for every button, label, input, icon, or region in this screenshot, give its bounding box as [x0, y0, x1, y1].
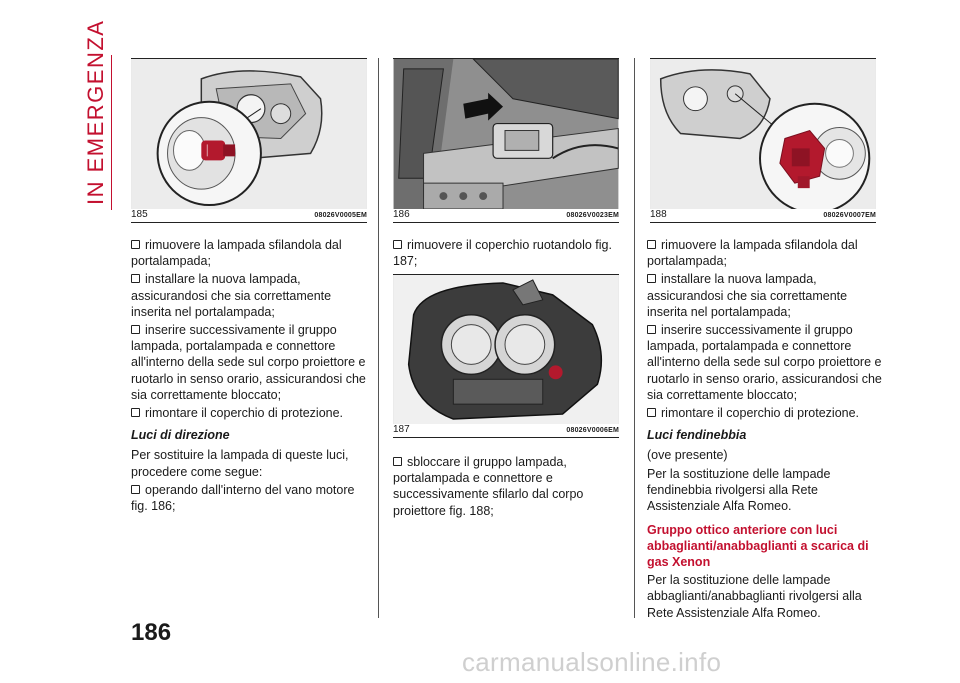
figure-number: 185 [131, 209, 148, 220]
list-item: rimontare il coperchio di protezione. [647, 405, 883, 421]
figure-code: 08026V0006EM [566, 427, 619, 434]
figure-number: 187 [393, 424, 410, 435]
figure-code: 08026V0023EM [566, 212, 619, 219]
figure-code: 08026V0007EM [823, 212, 876, 219]
headlamp-rear-illustration [393, 275, 619, 424]
list-item: operando dall'interno del vano motore fig. 186; [131, 482, 367, 514]
list-item: sbloccare il gruppo lampada, portalampada e connettore e successivamente sfilarlo dal corpo proiettore fig. 188; [393, 454, 619, 519]
column-divider-2 [634, 58, 635, 618]
figure-code: 08026V0005EM [314, 212, 367, 219]
figure-187-image [393, 274, 619, 424]
section-title-rule [111, 55, 112, 210]
list-item: installare la nuova lampada, assicurandosi che sia correttamente inserita nel portalampada; [131, 271, 367, 320]
column-2-text-top [393, 237, 619, 271]
figure-185-caption [131, 209, 367, 223]
page-number: 186 [131, 619, 172, 646]
figure-188-image [650, 58, 876, 209]
watermark: carmanualsonline.info [462, 647, 722, 677]
paragraph: Per sostituire la lampada di queste luci, procedere come segue: [131, 448, 349, 479]
lamp-holder-illustration [650, 59, 876, 209]
column-1-text [131, 237, 367, 516]
section-title: IN EMERGENZA [83, 19, 108, 205]
figure-187-caption [393, 424, 619, 438]
subheading-luci-di-direzione: Luci di direzione [131, 428, 230, 443]
figure-number: 188 [650, 209, 667, 220]
figure-number: 186 [393, 209, 410, 220]
figure-186-image [393, 58, 619, 209]
column-2-text-bottom [393, 454, 619, 521]
figure-185-image [131, 58, 367, 209]
subheading-xenon: Gruppo ottico anteriore con luci abbaglianti/anabbaglianti a scarica di gas Xenon [647, 523, 869, 570]
column-divider-1 [378, 58, 379, 618]
list-item: rimuovere il coperchio ruotandolo fig. 187; [393, 237, 619, 269]
headlamp-bulb-illustration [131, 59, 367, 209]
figure-188-caption [650, 209, 876, 223]
list-item: installare la nuova lampada, assicurandosi che sia correttamente inserita nel portalampada; [647, 271, 883, 320]
list-item: rimontare il coperchio di protezione. [131, 405, 367, 421]
list-item: inserire successivamente il gruppo lampada, portalampada e connettore all'interno della sede sul corpo proiettore e ruotarlo in senso orario, assicurandosi che sia correttamente bloccato; [131, 323, 366, 402]
paragraph: Per la sostituzione delle lampade fendinebbia rivolgersi alla Rete Assistenziale Alfa Romeo. [647, 466, 831, 514]
figure-186-caption [393, 209, 619, 223]
subheading-luci-fendinebbia: Luci fendinebbia [647, 428, 747, 443]
list-item: inserire successivamente il gruppo lampada, portalampada e connettore all'interno della sede sul corpo proiettore e ruotarlo in senso orario, assicurandosi che sia correttamente bloccato; [647, 323, 882, 402]
engine-bay-illustration [393, 59, 619, 209]
column-3-text [647, 237, 883, 623]
list-item: rimuovere la lampada sfilandola dal portalampada; [131, 237, 367, 269]
list-item: rimuovere la lampada sfilandola dal portalampada; [647, 237, 883, 269]
paragraph: (ove presente) [647, 448, 728, 463]
paragraph: Per la sostituzione delle lampade abbaglianti/anabbaglianti rivolgersi alla Rete Assistenziale Alfa Romeo. [647, 573, 862, 620]
